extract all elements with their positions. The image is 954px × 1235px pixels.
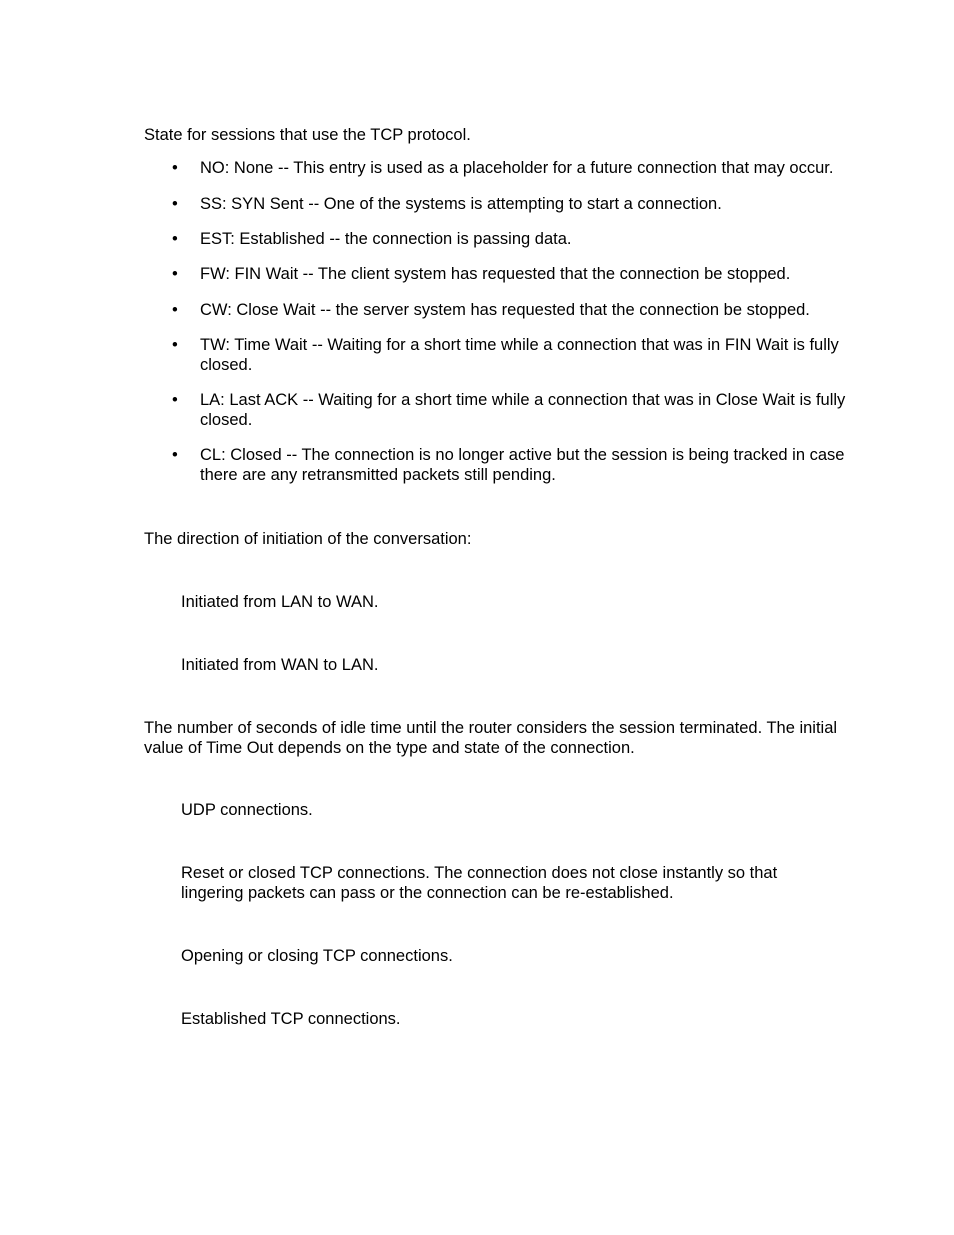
bullet-icon: •	[172, 336, 178, 354]
bullet-icon: •	[172, 195, 178, 213]
timeout-opening-closing: Opening or closing TCP connections.	[181, 947, 453, 965]
tcp-state-no: NO: None -- This entry is used as a placeholder for a future connection that may occur.	[200, 159, 834, 177]
bullet-icon: •	[172, 301, 178, 319]
tcp-state-ss: SS: SYN Sent -- One of the systems is attempting to start a connection.	[200, 195, 722, 213]
timeout-intro: The number of seconds of idle time until the router considers the session terminated. The initial value of Time Out depends on the type and state of the connection.	[144, 719, 838, 757]
tcp-state-fw: FW: FIN Wait -- The client system has requested that the connection be stopped.	[200, 265, 791, 283]
timeout-reset-closed: Reset or closed TCP connections. The connection does not close instantly so that lingering packets can pass or the connection can be re-established.	[181, 864, 778, 902]
bullet-icon: •	[172, 230, 178, 248]
direction-lan-to-wan: Initiated from LAN to WAN.	[181, 593, 379, 611]
direction-wan-to-lan: Initiated from WAN to LAN.	[181, 656, 379, 674]
bullet-icon: •	[172, 265, 178, 283]
tcp-state-tw: TW: Time Wait -- Waiting for a short time while a connection that was in FIN Wait is fully closed.	[200, 336, 839, 374]
direction-intro: The direction of initiation of the conversation:	[144, 530, 472, 548]
timeout-udp: UDP connections.	[181, 801, 313, 819]
tcp-state-intro: State for sessions that use the TCP protocol.	[144, 126, 471, 144]
bullet-icon: •	[172, 446, 178, 464]
timeout-established: Established TCP connections.	[181, 1010, 401, 1028]
tcp-state-cl: CL: Closed -- The connection is no longer active but the session is being tracked in case there are any retransmitted packets still pending.	[200, 446, 845, 484]
tcp-state-est: EST: Established -- the connection is passing data.	[200, 230, 572, 248]
tcp-state-cw: CW: Close Wait -- the server system has requested that the connection be stopped.	[200, 301, 810, 319]
tcp-state-la: LA: Last ACK -- Waiting for a short time while a connection that was in Close Wait is fully closed.	[200, 391, 846, 429]
bullet-icon: •	[172, 391, 178, 409]
bullet-icon: •	[172, 159, 178, 177]
